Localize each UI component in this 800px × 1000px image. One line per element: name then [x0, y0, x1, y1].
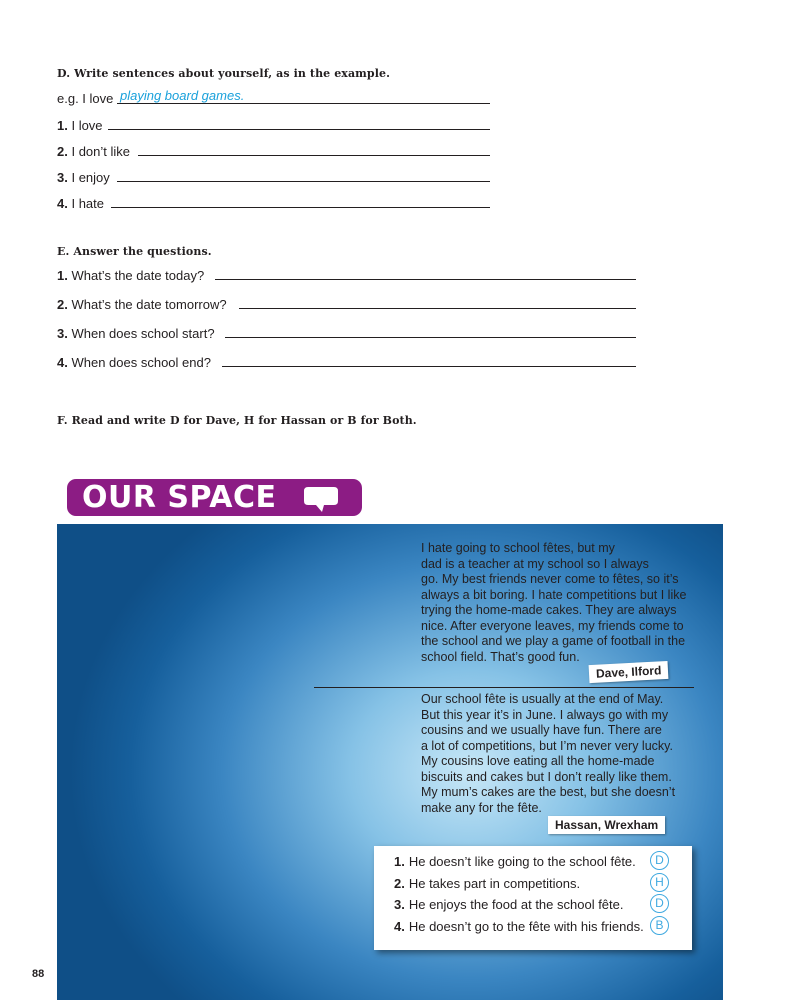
item-prompt: What’s the date today? — [71, 268, 205, 283]
section-d-item-4 — [57, 196, 104, 211]
dave-paragraph — [421, 541, 686, 665]
item-prompt: When does school end? — [71, 355, 211, 370]
hassan-line: make any for the fête. — [421, 800, 542, 815]
section-d-heading: D. Write sentences about yourself, as in the example. — [57, 67, 391, 80]
answer-line-e2[interactable] — [239, 308, 636, 309]
answer-line-d3[interactable] — [117, 181, 490, 182]
item-prompt: I don’t like — [71, 144, 131, 159]
section-e-heading: E. Answer the questions. — [57, 245, 212, 258]
item-prompt: I love — [71, 118, 103, 133]
item-number: 4. — [57, 355, 68, 370]
answer-line-e1[interactable] — [215, 279, 636, 280]
quiz-item-2 — [394, 876, 580, 891]
dave-line: go. My best friends never come to fêtes, so it’s — [421, 572, 679, 586]
quiz-statement: He doesn’t go to the fête with his friends. — [408, 919, 644, 934]
dave-line: nice. After everyone leaves, my friends come to — [421, 618, 684, 633]
answer-circle-4[interactable]: B — [650, 916, 669, 935]
section-divider — [314, 687, 694, 688]
quiz-number: 2. — [394, 876, 405, 891]
item-prompt: What’s the date tomorrow? — [71, 297, 227, 312]
answer-line-e4[interactable] — [222, 366, 636, 367]
example-answer-line — [117, 103, 490, 104]
quiz-number: 4. — [394, 919, 405, 934]
answer-line-d2[interactable] — [138, 155, 490, 156]
quiz-card — [374, 846, 692, 950]
answer-circle-1[interactable]: D — [650, 851, 669, 870]
quiz-statement: He doesn’t like going to the school fête. — [408, 854, 636, 869]
item-number: 1. — [57, 118, 68, 133]
section-d-item-3 — [57, 170, 110, 185]
item-number: 2. — [57, 144, 68, 159]
dave-line: school field. That’s good fun. — [421, 649, 580, 664]
hassan-line: My cousins love eating all the home-made — [421, 754, 655, 768]
item-number: 3. — [57, 170, 68, 185]
answer-circle-3[interactable]: D — [650, 894, 669, 913]
hassan-line: biscuits and cakes but I don’t really like them. — [421, 769, 672, 784]
quiz-statement: He enjoys the food at the school fête. — [408, 897, 624, 912]
section-d-item-1 — [57, 118, 103, 133]
quiz-item-4 — [394, 919, 644, 934]
section-e-item-3 — [57, 326, 215, 341]
answer-line-e3[interactable] — [225, 337, 636, 338]
speech-bubble-icon — [302, 485, 340, 513]
example-prefix: e.g. I love — [57, 91, 114, 106]
section-e-item-2 — [57, 297, 227, 312]
our-space-title: OUR SPACE — [82, 480, 277, 515]
hassan-line: a lot of competitions, but I’m never very lucky. — [421, 738, 673, 753]
quiz-item-3 — [394, 897, 623, 912]
quiz-number: 1. — [394, 854, 405, 869]
item-prompt: I hate — [71, 196, 104, 211]
item-number: 3. — [57, 326, 68, 341]
hassan-name-tag: Hassan, Wrexham — [548, 816, 665, 834]
hassan-line: But this year it’s in June. I always go with my — [421, 707, 669, 722]
page-number: 88 — [32, 968, 45, 980]
quiz-item-1 — [394, 854, 636, 869]
hassan-paragraph — [421, 692, 675, 816]
item-number: 4. — [57, 196, 68, 211]
hassan-line: My mum’s cakes are the best, but she doesn’t — [421, 785, 676, 799]
dave-line: trying the home-made cakes. They are always — [421, 603, 677, 617]
dave-line: I hate going to school fêtes, but my — [421, 541, 615, 555]
section-e-item-4 — [57, 355, 211, 370]
quiz-number: 3. — [394, 897, 405, 912]
dave-line: always a bit boring. I hate competitions but I like — [421, 587, 687, 602]
dave-line: the school and we play a game of football in the — [421, 634, 686, 648]
item-number: 2. — [57, 297, 68, 312]
answer-line-d1[interactable] — [108, 129, 490, 130]
section-f-heading: F. Read and write D for Dave, H for Hassan or B for Both. — [57, 414, 417, 427]
item-number: 1. — [57, 268, 68, 283]
item-prompt: I enjoy — [71, 170, 110, 185]
answer-line-d4[interactable] — [111, 207, 490, 208]
section-e-item-1 — [57, 268, 204, 283]
quiz-statement: He takes part in competitions. — [408, 876, 581, 891]
answer-circle-2[interactable]: H — [650, 873, 669, 892]
dave-line: dad is a teacher at my school so I always — [421, 556, 649, 571]
dave-name-tag: Dave, Ilford — [589, 661, 669, 683]
hassan-line: Our school fête is usually at the end of May. — [421, 692, 664, 706]
item-prompt: When does school start? — [71, 326, 215, 341]
section-d-item-2 — [57, 144, 130, 159]
example-answer: playing board games. — [120, 88, 245, 103]
hassan-line: cousins and we usually have fun. There are — [421, 723, 662, 737]
